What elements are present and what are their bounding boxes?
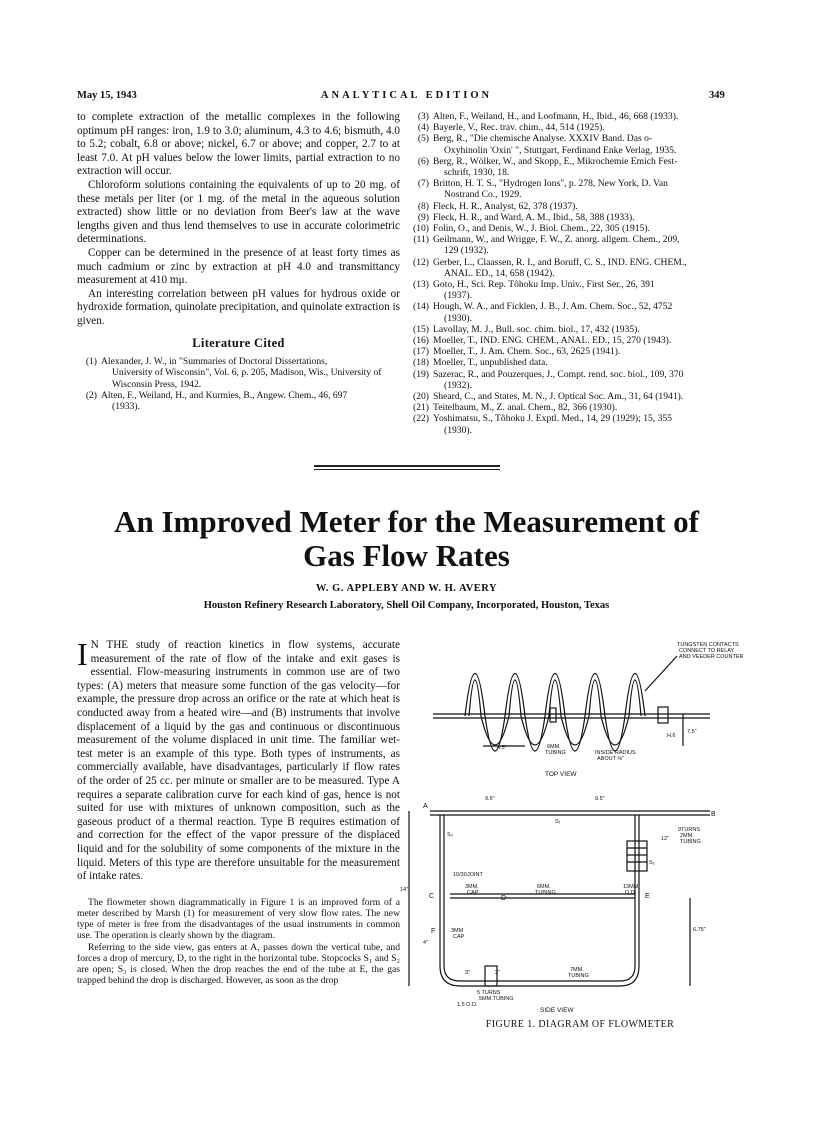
reference-item: (7) Britton, H. T. S., "Hydrogen Ions", p. 278, New York, D. Van Nostrand Co., 1929.	[417, 178, 668, 201]
reference-item: (9) Fleck, H. R., and Ward, A. M., Ibid., 58, 388 (1933).	[417, 211, 635, 223]
paragraph: to complete extraction of the metallic complexes in the following optimum pH ranges: iron, 1.9 to 3.0; aluminum, 4.3 to 4.6; bismuth, 4.0 to 5.2; cobalt, 6.8 or above; nickel, 6.7 or above; and copper, 2.7 to at least 7.0. At pH values below the lower limits, partial extraction to no extraction will occur.	[77, 111, 400, 178]
paragraph: Chloroform solutions containing the equivalents of up to 20 mg. of these metals per liter (or 1 mg. of the metal in the aqueous solution extracted) show little or no deviation from Beer's law at the wave lengths given and thus lend themselves to use in accurate colorimetric determinations.	[77, 178, 400, 246]
label: SIDE VIEW	[540, 1007, 574, 1014]
label: TUBING	[545, 750, 566, 756]
label: 1.5 O.D.	[457, 1002, 478, 1008]
label: 5MM.TUBING	[479, 996, 514, 1002]
reference-item: (21) Teitelbaum, M., Z. anal. Chem., 82, 366 (1930).	[413, 402, 618, 414]
label: 13MM.	[623, 884, 640, 890]
label: 9.5"	[485, 796, 495, 802]
label: 7MM.	[570, 967, 584, 973]
reference-item: (18) Moeller, T., unpublished data.	[413, 357, 548, 369]
label: B	[711, 811, 716, 818]
label: TOP VIEW	[545, 771, 577, 778]
label: E	[645, 893, 650, 900]
label: 6MM.	[547, 744, 561, 750]
coil-path	[465, 674, 645, 752]
side-tube	[440, 966, 639, 986]
reference-item: (1) Alexander, J. W., in "Summaries of Doctoral Dissertations, University of Wisconsin", Vol. 6, p. 205, Madison, Wis., University of Wisconsin Press, 1942.	[85, 356, 382, 390]
label: ABOUT ⅜"	[597, 756, 624, 762]
page-number: 349	[709, 90, 725, 101]
label: INSIDE RADIUS	[595, 750, 636, 756]
reference-item: (12) Gerber, L., Claassen, R. I., and Boruff, C. S., IND. ENG. CHEM., ANAL. ED., 14, 658 (1942).	[413, 256, 687, 279]
label: C	[429, 893, 435, 900]
reference-item: (2) Alten, F., Weiland, H., and Kurmies, B., Angew. Chem., 46, 697 (1933).	[85, 389, 348, 412]
reference-item: (19) Sazerac, R., and Pouzerques, J., Compt. rend. soc. biol., 109, 370 (1932).	[413, 368, 684, 391]
reference-item: (15) Lavollay, M. J., Bull. soc. chim. biol., 17, 432 (1935).	[413, 323, 640, 335]
label: 3"	[465, 970, 471, 976]
flowmeter-diagram	[400, 636, 744, 1016]
reference-item: (14) Hough, W. A., and Ficklen, J. B., J. Am. Chem. Soc., 52, 4752 (1930).	[413, 301, 673, 324]
reference-item: (6) Berg, R., Wölker, W., and Skopp, E., Mikrochemie Emich Fest- schrift, 1930, 18.	[417, 155, 678, 179]
label: A	[423, 803, 428, 810]
figure-caption: FIGURE 1. DIAGRAM OF FLOWMETER	[485, 1019, 675, 1030]
label: 4.5"	[497, 745, 507, 751]
drop-cap: I	[77, 636, 88, 672]
label: TUBING	[568, 973, 589, 979]
reference-list-right	[409, 111, 739, 436]
paragraph: Referring to the side view, gas enters at A, passes down the vertical tube, and forces a drop of mercury, D, to the right in the horizontal tube. Stopcocks S₁ and S₂ are open; S₃ is closed. When the drop reaches the end of the tube at E, the gas trapped behind the drop is discharged. However, as soon as the drop	[77, 941, 400, 987]
reference-list-left	[77, 356, 400, 412]
label: S₂	[649, 860, 655, 866]
label: F	[431, 928, 436, 935]
label: 6.75"	[693, 927, 706, 933]
reference-item: (17) Moeller, T., J. Am. Chem. Soc., 63, 2625 (1941).	[413, 346, 621, 358]
clamp	[550, 708, 556, 722]
label: 5 TURNS	[477, 990, 501, 996]
label: 7.5"	[687, 729, 697, 735]
literature-cited-heading: Literature Cited	[192, 335, 285, 350]
left-column-top	[77, 111, 400, 412]
reference-item: (4) Bayerle, V., Rec. trav. chim., 44, 514 (1925).	[417, 122, 605, 134]
label: 6MM.	[537, 884, 551, 890]
reference-item: (20) Sheard, C., and States, M. N., J. Optical Soc. Am., 31, 64 (1941).	[413, 391, 684, 403]
side-tube	[444, 966, 635, 981]
reference-item: (13) Goto, H., Sci. Rep. Tôhoku Imp. Univ., First Ser., 26, 391 (1937).	[413, 279, 655, 302]
reference-item: (3) Alten, F., Weiland, H., and Loofmann, H., Ibid., 46, 668 (1933).	[417, 111, 679, 122]
article-authors: W. G. APPLEBY AND W. H. AVERY	[315, 583, 498, 594]
reference-item: (5) Berg, R., "Die chemische Analyse. XXXIV Band. Das o- Oxyhinolin 'Oxin' ", Stuttgart, Ferdinand Enke Verlag, 1935.	[417, 133, 677, 156]
paragraph: An interesting correlation between pH values for hydrous oxide or hydroxide formation, quinolate precipitation, and quinolate extraction is given.	[77, 287, 400, 327]
clamp	[658, 707, 668, 723]
reference-item: (8) Fleck, H. R., Analyst, 62, 378 (1937).	[417, 200, 578, 212]
reference-item: (16) Moeller, T., IND. ENG. CHEM., ANAL. ED., 15, 270 (1943).	[413, 335, 672, 347]
label: TUBING	[680, 839, 701, 845]
reference-item: (10) Folin, O., and Denis, W., J. Biol. Chem., 22, 305 (1915).	[413, 223, 650, 235]
running-header-journal: ANALYTICAL EDITION	[320, 90, 493, 101]
label: 3MM	[451, 928, 464, 934]
article-title: An Improved Meter for the Measurement of Gas Flow Rates	[114, 504, 699, 573]
running-header-date: May 15, 1943	[77, 90, 137, 101]
label: 9TURNS	[678, 827, 701, 833]
label: JOINT	[467, 872, 483, 878]
label: TUNGSTEN CONTACTS	[677, 642, 739, 648]
label: H.6	[667, 733, 676, 739]
reference-item: (11) Geilmann, W., and Wrigge, F. W., Z. anorg. allgem. Chem., 209, 129 (1932).	[413, 234, 680, 257]
label: 4"	[423, 940, 429, 946]
label: S₃	[447, 832, 453, 838]
article-body-left	[77, 636, 400, 987]
coil-housing	[627, 841, 647, 871]
label: 14"	[400, 887, 409, 893]
label: S₁	[555, 819, 561, 825]
coil-path	[469, 680, 641, 745]
label: 9.5"	[595, 796, 605, 802]
intro-paragraph: I N THE study of reaction kinetics in flow systems, accurate measurement of the rate of flow of the intake and exit gases is essential. Flow-measuring instruments in common use are of two types: (A) meters that measure some function of the gas velocity—for example, the pressure drop across an orifice or the rate at which heat is conducted away from a heated wire—and (B) instruments that involve displacement of a liquid by the gas and continuous or discontinuous measurement of the volume displaced in unit time. The familiar wet-test meter is an example of this type. Both types of instruments, as commercially available, have disadvantages, particularly if flow rates of the order of 25 cc. per minute or smaller are to be measured. Type A requires a separate calibration curve for each kind of gas, hence is not suited for use with mixtures of unknown composition, such as the gaseous product of a thermal reaction. Type B requires estimation of and correction for the effect of the vapor pressure of the displaced liquid and for the solubility of some components of the mixture in the liquid. Meters of this type are therefore unsuitable for the measurement of intake rates.	[77, 636, 400, 883]
ornamental-rule	[314, 469, 500, 470]
label: 2MM.	[680, 833, 694, 839]
label: D	[501, 895, 507, 902]
label: CONNECT TO RELAY	[679, 648, 735, 654]
paragraph: The flowmeter shown diagrammatically in Figure 1 is an improved form of a meter described by Marsh (1) for measurement of very slow flow rates. The new type of meter is free from the disadvantages of the usual instruments in common use. The operation is clearly shown by the diagram.	[77, 896, 400, 942]
label: CAP	[467, 890, 479, 896]
reference-item: (22) Yoshimatsu, S., Tôhoku J. Exptl. Med., 14, 29 (1929); 15, 355 (1930).	[413, 413, 672, 436]
label: 2"	[495, 970, 501, 976]
label: 3MM.	[465, 884, 479, 890]
ornamental-rule	[314, 465, 500, 467]
leader-line	[645, 656, 677, 691]
label: 10/30	[453, 872, 467, 878]
label: 12"	[661, 836, 670, 842]
label: CAP	[453, 934, 465, 940]
small-coil	[485, 966, 497, 986]
paragraph: Copper can be determined in the presence of at least forty times as much cadmium or zinc by extraction at pH 4.0 and transmittancy measurement at 410 mμ.	[77, 246, 400, 287]
article-affiliation: Houston Refinery Research Laboratory, Shell Oil Company, Incorporated, Houston, Texas	[203, 600, 610, 611]
label: O.D.	[625, 890, 637, 896]
label: AND VEEDER COUNTER	[679, 654, 744, 660]
label: TUBING	[535, 890, 556, 896]
